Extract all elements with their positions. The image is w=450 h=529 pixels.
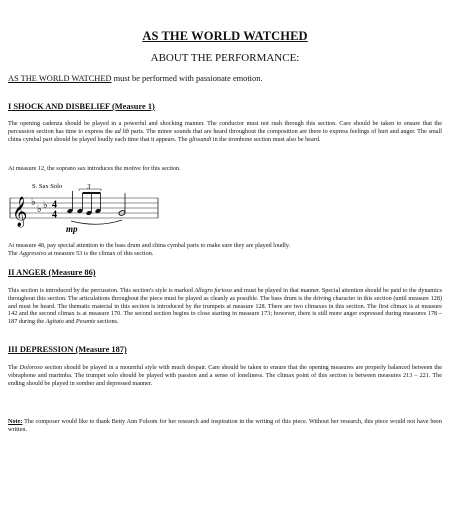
document-subtitle: ABOUT THE PERFORMANCE: <box>150 52 300 64</box>
intro-work-title: AS THE WORLD WATCHED <box>8 74 112 83</box>
document-title: AS THE WORLD WATCHED <box>142 29 308 43</box>
key-signature-flats <box>31 197 48 215</box>
time-signature-bottom: 4 <box>52 209 57 221</box>
section-heading-anger: II ANGER (Measure 86) <box>8 268 96 277</box>
section2-paragraph: This section is introduced by the percussion. This section's style is marked Allegro furioso and must be played in that manner. Special attention should be paid to the dynamics throughout this section. The articulations throughout the piece must be played as cleanly as possible. The bass drum is the driving character in this section (until measure 128) and must be heard. The thematic material in this section is introduced by the trumpets at measure 128. There are two climaxes in this section. The first climax is at measure 142 and the second climax is at measure 170. The second section begins to close starting in measure 173; however, there is still more anger expressed during measures 178 – 187 during the Agitato and Pesante sections. <box>8 287 442 326</box>
dynamic-marking: mp <box>66 224 78 234</box>
intro-text: must be performed with passionate emotion. <box>111 74 263 83</box>
treble-clef-icon: 𝄞 <box>12 197 28 226</box>
svg-text:♭: ♭ <box>43 200 48 211</box>
svg-text:♭: ♭ <box>31 197 36 208</box>
note-label: Note: <box>8 418 23 425</box>
instrument-label: S. Sax Solo <box>32 183 63 190</box>
section3-paragraph: The Doloroso section should be played in a mournful style with much despair. Care should be taken to ensure that the opening measures are properly balanced between the vibraphone and marimba. The trumpet solo should be played with passion and a sense of loneliness. The climax point of this section is between measures 213 – 221. The ending should be played in somber and depressed manner. <box>8 364 442 387</box>
half-note <box>118 193 126 216</box>
svg-text:♭: ♭ <box>37 204 42 215</box>
section-heading-shock: I SHOCK AND DISBELIEF (Measure 1) <box>8 102 155 111</box>
section-heading-depression: III DEPRESSION (Measure 187) <box>8 345 127 354</box>
triplet-notes <box>77 193 102 216</box>
music-notation-excerpt <box>8 176 160 236</box>
composer-note <box>8 418 442 434</box>
tuplet-number: 3 <box>87 183 91 191</box>
section1-paragraph-motive: At measure 12, the soprano sax introduces the motive for this section. <box>8 165 181 172</box>
quarter-note <box>67 191 74 214</box>
phrase-slur <box>71 220 122 224</box>
section1-paragraph-cadenza: The opening cadenza should be played in a powerful and shocking manner. The conductor must not rush through this section. Care should be taken to ensure that the percussion section has time to express the ad lib parts. The minor sounds that are heard throughout the composition are there to express feelings of hurt and anger. The small china cymbal part should be played loudly each time that it appears. The glissandi in the trombone section must also be heard. <box>8 120 442 143</box>
section1-paragraph-measure48: At measure 48, pay special attention to the bass drum and china cymbal parts to make sure they are played loudly. <box>8 242 291 249</box>
note-text: The composer would like to thank Betty Ann Folsom for her research and inspiration in the writing of this piece. Without her research, this piece would not have been written. <box>8 418 442 433</box>
intro-line <box>8 74 262 83</box>
time-signature-top: 4 <box>52 199 57 211</box>
section1-paragraph-aggressivo: The Aggressivo at measure 53 is the climax of this section. <box>8 250 154 257</box>
